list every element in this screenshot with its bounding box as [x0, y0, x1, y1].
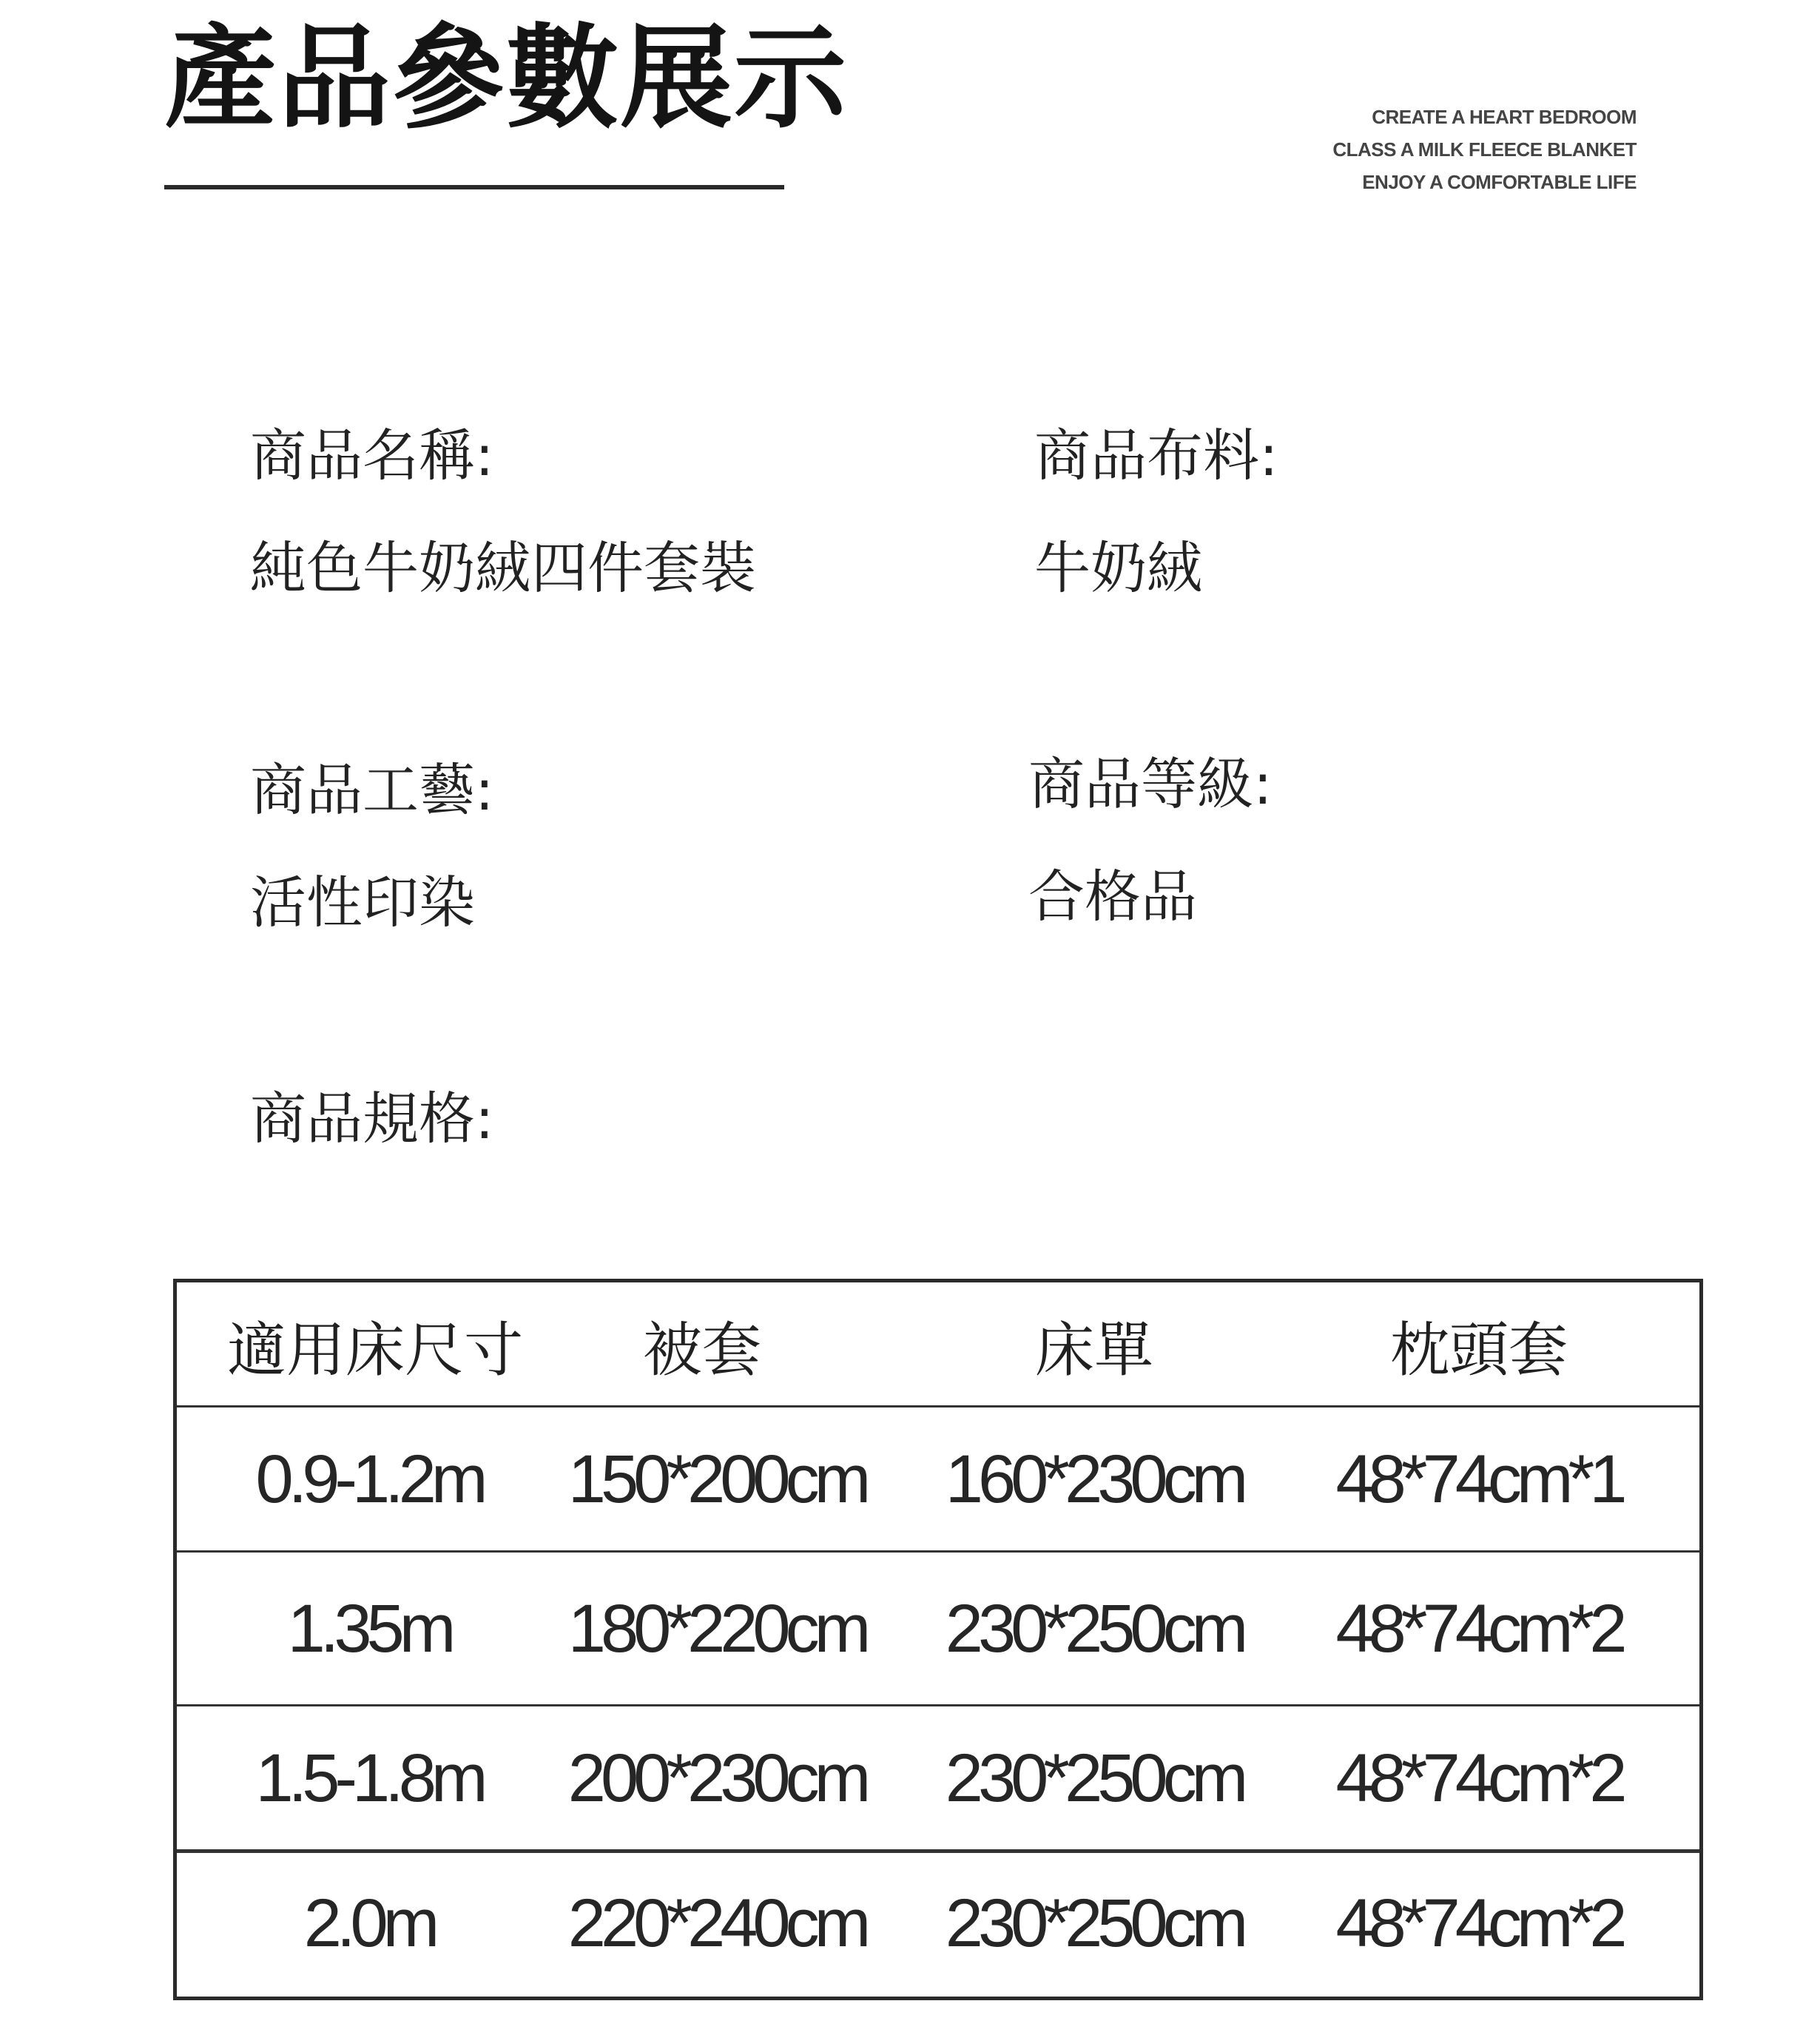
title-underline — [164, 185, 784, 189]
table-cell: 1.5-1.8m — [255, 1740, 483, 1816]
table-cell: 220*240cm — [567, 1886, 866, 1961]
param-name-value: 純色牛奶絨四件套裝 — [250, 535, 756, 601]
column-header: 枕頭套 — [1390, 1315, 1568, 1385]
table-row — [177, 1552, 1699, 1706]
table-cell: 230*250cm — [945, 1740, 1244, 1816]
tagline — [1332, 101, 1637, 198]
param-grade-label: 商品等級: — [1028, 751, 1273, 817]
table-cell: 48*74cm*2 — [1335, 1590, 1622, 1666]
column-header: 適用床尺寸 — [227, 1315, 523, 1385]
table-row — [177, 1851, 1699, 1997]
table-cell: 1.35m — [287, 1590, 451, 1666]
table-cell: 48*74cm*2 — [1335, 1740, 1622, 1816]
param-name-label: 商品名稱: — [250, 423, 494, 488]
param-craft-label: 商品工藝: — [250, 757, 494, 823]
table-cell: 180*220cm — [567, 1590, 866, 1666]
param-craft-value: 活性印染 — [250, 870, 475, 935]
tagline-line: CREATE A HEART BEDROOM — [1372, 106, 1637, 128]
param-grade — [1028, 751, 1273, 929]
param-craft — [250, 757, 494, 935]
table-cell: 200*230cm — [567, 1740, 866, 1816]
param-fabric-label: 商品布料: — [1034, 423, 1278, 488]
param-spec — [250, 1086, 494, 1151]
table-header-row — [177, 1282, 1699, 1407]
param-grade-value: 合格品 — [1028, 864, 1197, 929]
param-fabric — [1034, 423, 1278, 601]
page-title: 產品參數展示 — [164, 13, 848, 144]
tagline-line: ENJOY A COMFORTABLE LIFE — [1362, 171, 1637, 193]
param-spec-label: 商品規格: — [250, 1086, 494, 1151]
param-name — [250, 423, 756, 601]
table-cell: 48*74cm*1 — [1335, 1441, 1622, 1517]
table-cell: 160*230cm — [945, 1441, 1244, 1517]
table-cell: 0.9-1.2m — [255, 1441, 483, 1517]
param-fabric-value: 牛奶絨 — [1034, 535, 1203, 601]
column-header: 床單 — [1035, 1315, 1153, 1385]
table-cell: 2.0m — [303, 1886, 435, 1961]
table-row — [177, 1706, 1699, 1851]
table-cell: 230*250cm — [945, 1590, 1244, 1666]
table-cell: 230*250cm — [945, 1886, 1244, 1961]
spec-table — [173, 1279, 1703, 2000]
table-cell: 150*200cm — [567, 1441, 866, 1517]
table-row — [177, 1407, 1699, 1552]
table-cell: 48*74cm*2 — [1335, 1886, 1622, 1961]
tagline-line: CLASS A MILK FLEECE BLANKET — [1332, 138, 1637, 161]
column-header: 被套 — [643, 1315, 761, 1385]
